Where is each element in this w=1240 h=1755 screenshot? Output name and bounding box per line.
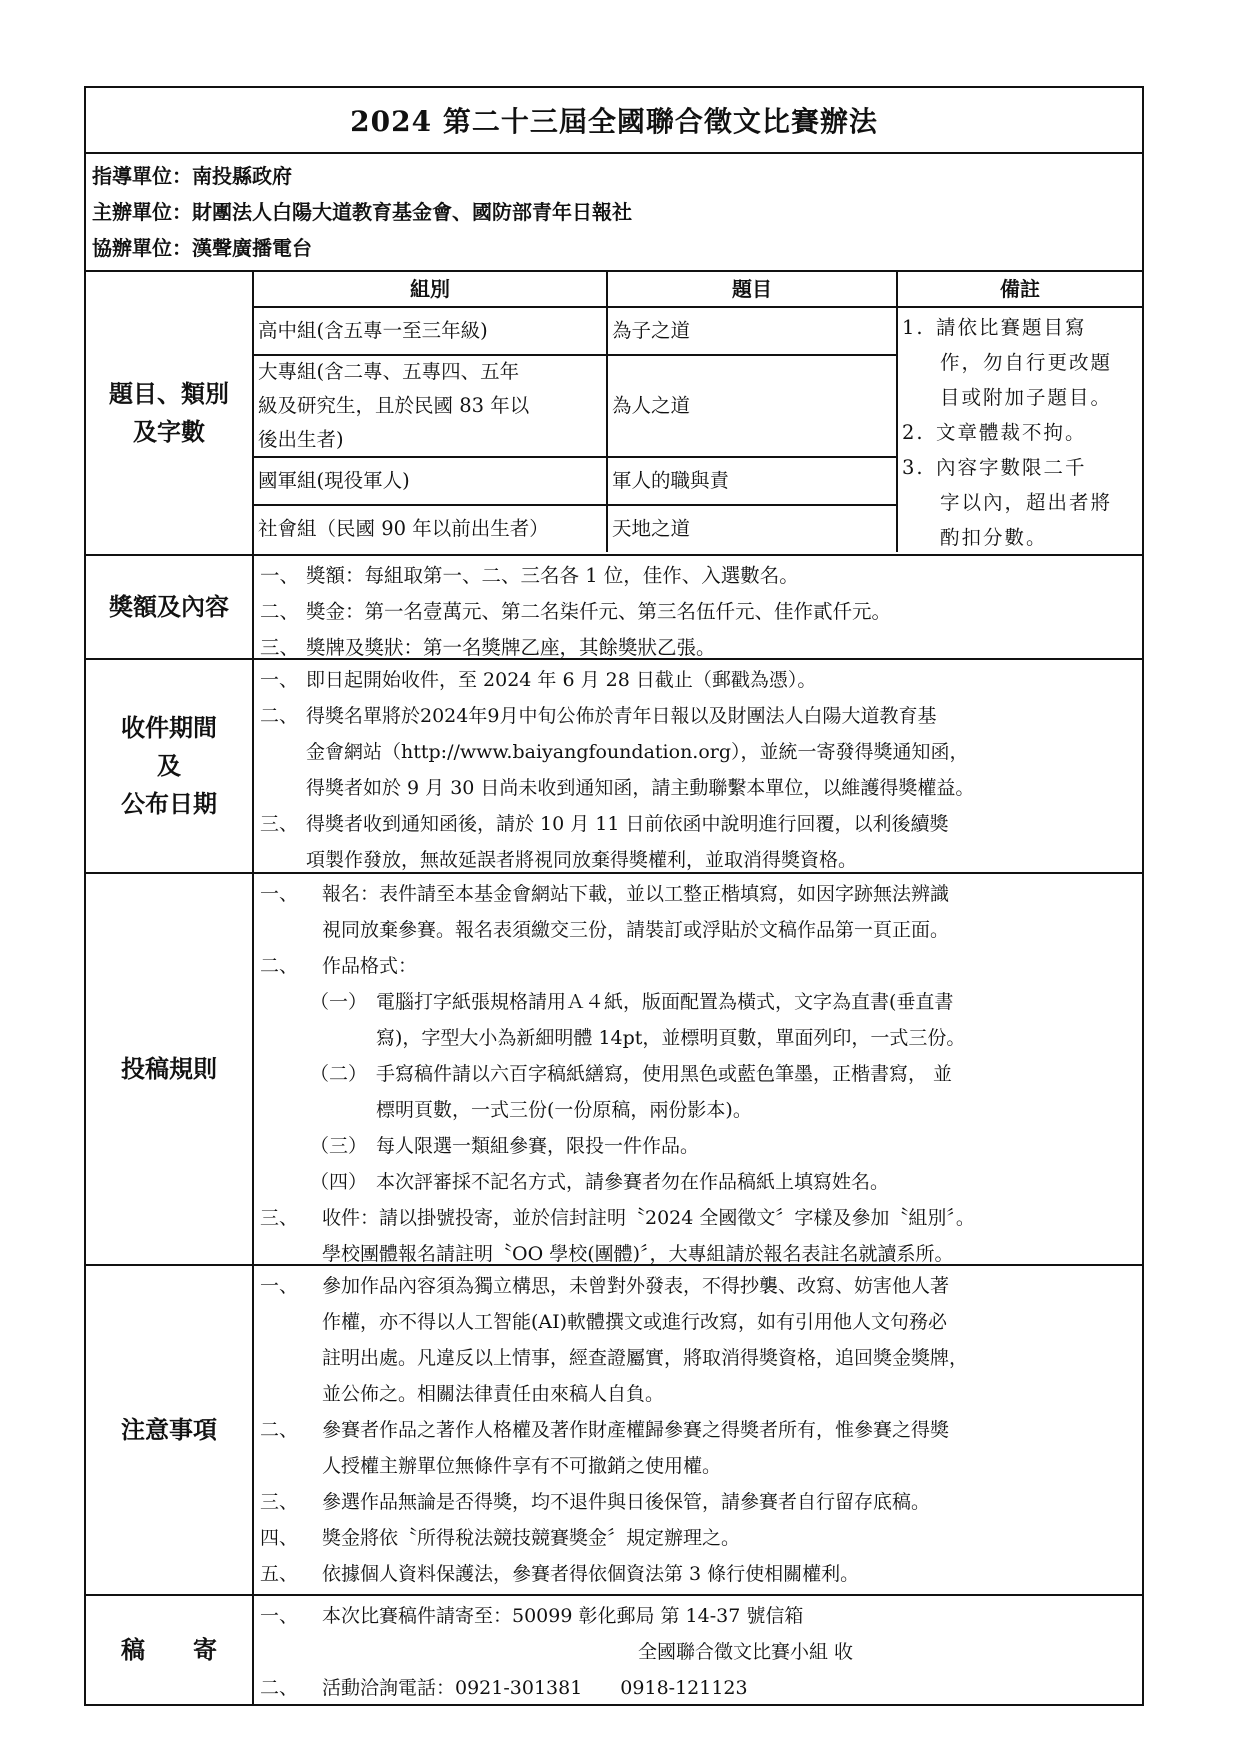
note-text: 請依比賽題目寫: [936, 316, 1087, 339]
item-number: 二、: [260, 1419, 299, 1441]
list-item: [260, 1670, 1136, 1706]
item-number: 一、: [260, 1605, 299, 1627]
item-text: 即日起開始收件，至 2024 年 6 月 28 日截止（郵戳為憑）。: [306, 669, 817, 691]
table-row-topic: 天地之道: [608, 506, 898, 552]
item-text: 手寫稿件請以六百字稿紙繕寫，使用黑色或藍色筆墨，正楷書寫， 並: [376, 1063, 953, 1085]
item-number: 五、: [260, 1563, 299, 1585]
list-item: [260, 1268, 1136, 1304]
item-number: 二、: [260, 1677, 299, 1699]
item-text: 作品格式：: [322, 955, 418, 977]
header-group: 組別: [254, 272, 608, 308]
co-organizing-unit: 協辦單位：漢聲廣播電台: [92, 236, 312, 260]
organizers-block: [86, 152, 1142, 270]
note-text: 目或附加子題目。: [940, 386, 1113, 409]
table-row-group: 社會組（民國 90 年以前出生者）: [254, 506, 608, 552]
item-text: 參賽者作品之著作人格權及著作財產權歸參賽之得獎者所有，惟參賽之得獎: [322, 1419, 950, 1441]
item-text: 得獎名單將於2024年9月中旬公佈於青年日報以及財團法人白陽大道教育基: [306, 705, 937, 727]
list-item: [260, 1200, 1136, 1236]
item-number: 一、: [260, 564, 300, 587]
list-item: [260, 806, 1136, 842]
item-number: 一、: [260, 883, 299, 905]
note-number: 3.: [902, 456, 925, 479]
note-text: 字以內，超出者將: [940, 491, 1113, 514]
item-text: 獎金將依〝所得稅法競技競賽獎金〞規定辦理之。: [322, 1527, 741, 1549]
list-item: [260, 594, 1136, 630]
item-number: 一、: [260, 669, 299, 691]
item-number: 二、: [260, 705, 299, 727]
item-number: 二、: [260, 955, 299, 977]
table-row-topic: 為子之道: [608, 308, 898, 356]
item-number: 四、: [260, 1527, 299, 1549]
item-text: 參選作品無論是否得獎，均不退件與日後保管，請參賽者自行留存底稿。: [322, 1491, 931, 1513]
contest-rules-table: [84, 86, 1144, 1706]
mailing-section: [86, 1594, 1142, 1704]
item-text: 得獎者如於 9 月 30 日尚未收到通知函，請主動聯繫本單位，以維護得獎權益。: [306, 777, 975, 799]
table-row-topic: 為人之道: [608, 356, 898, 458]
mailing-label: 稿 寄: [86, 1596, 254, 1704]
item-text: 收件：請以掛號投寄，並於信封註明〝2024 全國徵文〞字樣及參加〝組別〞。: [322, 1207, 975, 1229]
period-label-line: 及: [157, 751, 181, 780]
topics-label: [86, 272, 254, 554]
item-text: 人授權主辦單位無條件享有不可撤銷之使用權。: [322, 1455, 722, 1477]
sub-number: （二）: [310, 1063, 368, 1085]
notices-body: [254, 1266, 1142, 1594]
awards-body: [254, 556, 1142, 658]
organizing-unit: 主辦單位：財團法人白陽大道教育基金會、國防部青年日報社: [92, 200, 632, 224]
list-item: [260, 948, 1136, 984]
supervising-unit: 指導單位：南投縣政府: [92, 164, 292, 188]
item-text: 獎牌及獎狀：第一名獎牌乙座，其餘獎狀乙張。: [306, 636, 716, 659]
item-text: 金會網站（http://www.baiyangfoundation.org），並統一寄發得獎通知函，: [306, 741, 969, 763]
item-text: 每人限選一類組參賽，限投一件作品。: [376, 1135, 700, 1157]
period-label: [86, 660, 254, 872]
note-number: 2.: [902, 421, 925, 444]
note-item: [902, 310, 1087, 345]
header-notes: 備註: [898, 272, 1142, 308]
item-text: 並公佈之。相關法律責任由來稿人自負。: [322, 1383, 665, 1405]
topics-label-line-2: 及字數: [133, 417, 205, 446]
item-text: 獎額：每組取第一、二、三名各 1 位，佳作、入選數名。: [306, 564, 799, 587]
item-text: 項製作發放，無故延誤者將視同放棄得獎權利，並取消得獎資格。: [306, 849, 858, 871]
note-number: 1.: [902, 316, 925, 339]
note-text: 作，勿自行更改題: [940, 351, 1113, 374]
item-text: 參加作品內容須為獨立構思，未曾對外發表，不得抄襲、改寫、妨害他人著: [322, 1275, 950, 1297]
list-item: [260, 698, 1136, 734]
table-row-group: [254, 356, 608, 458]
list-item: [260, 1484, 1136, 1520]
item-text: 本次評審採不記名方式，請參賽者勿在作品稿紙上填寫姓名。: [376, 1171, 890, 1193]
rules-label: 投稿規則: [86, 874, 254, 1264]
item-text: 作權，亦不得以人工智能(AI)軟體撰文或進行改寫，如有引用他人文句務必: [322, 1311, 948, 1333]
item-text: 獎金：第一名壹萬元、第二名柒仟元、第三名伍仟元、佳作貳仟元。: [306, 600, 892, 623]
list-item: [260, 1412, 1136, 1448]
item-text: 電腦打字紙張規格請用Ａ４紙，版面配置為橫式，文字為直書(垂直書: [376, 991, 954, 1013]
mailing-recipient: 全國聯合徵文比賽小組 收: [638, 1641, 854, 1663]
note-text: 文章體裁不拘。: [936, 421, 1087, 444]
rules-body: [254, 874, 1142, 1264]
item-text: 依據個人資料保護法，參賽者得依個資法第 3 條行使相關權利。: [322, 1563, 860, 1585]
topics-table: [254, 272, 1142, 554]
notes-cell: [898, 308, 1142, 552]
period-label-line: 公布日期: [121, 789, 217, 818]
list-item: [260, 1556, 1136, 1592]
period-label-line: 收件期間: [121, 713, 217, 742]
item-text: 視同放棄參賽。報名表須繳交三份，請裝訂或浮貼於文稿作品第一頁正面。: [322, 919, 950, 941]
list-item: [260, 1598, 1136, 1634]
group-line: 級及研究生，且於民國 83 年以: [258, 394, 530, 417]
item-number: 三、: [260, 1491, 299, 1513]
item-number: 三、: [260, 813, 299, 835]
sub-item: [260, 1056, 1136, 1092]
list-item: [260, 558, 1136, 594]
mailing-address: 本次比賽稿件請寄至：50099 彰化郵局 第 14-37 號信箱: [322, 1605, 804, 1627]
notices-label: 注意事項: [86, 1266, 254, 1594]
contact-phone: 活動洽詢電話：0921-301381 0918-121123: [322, 1677, 748, 1699]
note-item: [902, 450, 1087, 485]
rules-section: [86, 872, 1142, 1264]
group-line: 後出生者): [258, 428, 344, 451]
sub-item: [260, 984, 1136, 1020]
note-text: 酌扣分數。: [940, 526, 1048, 549]
topics-section: [86, 270, 1142, 554]
sub-item: [260, 1164, 1136, 1200]
topics-label-line-1: 題目、類別: [109, 379, 229, 408]
item-text: 註明出處。凡違反以上情事，經查證屬實，將取消得獎資格，追回獎金獎牌，: [322, 1347, 969, 1369]
item-text: 寫)，字型大小為新細明體 14pt，並標明頁數，單面列印，一式三份。: [376, 1027, 966, 1049]
sub-number: （四）: [310, 1171, 368, 1193]
table-row-group: 國軍組(現役軍人): [254, 458, 608, 506]
period-section: [86, 658, 1142, 872]
item-text: 得獎者收到通知函後，請於 10 月 11 日前依函中說明進行回覆，以利後續獎: [306, 813, 949, 835]
table-row-topic: 軍人的職與責: [608, 458, 898, 506]
item-number: 三、: [260, 636, 300, 659]
list-item: [260, 1520, 1136, 1556]
notices-section: [86, 1264, 1142, 1594]
header-topic: 題目: [608, 272, 898, 308]
note-item: [902, 415, 1087, 450]
list-item: [260, 876, 1136, 912]
period-body: [254, 660, 1142, 872]
note-text: 內容字數限二千: [936, 456, 1087, 479]
item-number: 二、: [260, 600, 300, 623]
awards-section: [86, 554, 1142, 658]
sub-number: （三）: [310, 1135, 368, 1157]
mailing-body: [254, 1596, 1142, 1704]
item-number: 一、: [260, 1275, 299, 1297]
item-number: 三、: [260, 1207, 299, 1229]
sub-item: [260, 1128, 1136, 1164]
item-text: 報名：表件請至本基金會網站下載，並以工整正楷填寫，如因字跡無法辨識: [322, 883, 950, 905]
awards-label: 獎額及內容: [86, 556, 254, 658]
item-text: 學校團體報名請註明〝OO 學校(團體)〞，大專組請於報名表註名就讀系所。: [322, 1243, 954, 1265]
item-text: 標明頁數，一式三份(一份原稿，兩份影本)。: [376, 1099, 752, 1121]
list-item: [260, 662, 1136, 698]
group-line: 大專組(含二專、五專四、五年: [258, 360, 520, 383]
sub-number: （一）: [310, 991, 368, 1013]
document-title: 2024 第二十三屆全國聯合徵文比賽辦法: [350, 105, 878, 138]
table-row-group: 高中組(含五專一至三年級): [254, 308, 608, 356]
